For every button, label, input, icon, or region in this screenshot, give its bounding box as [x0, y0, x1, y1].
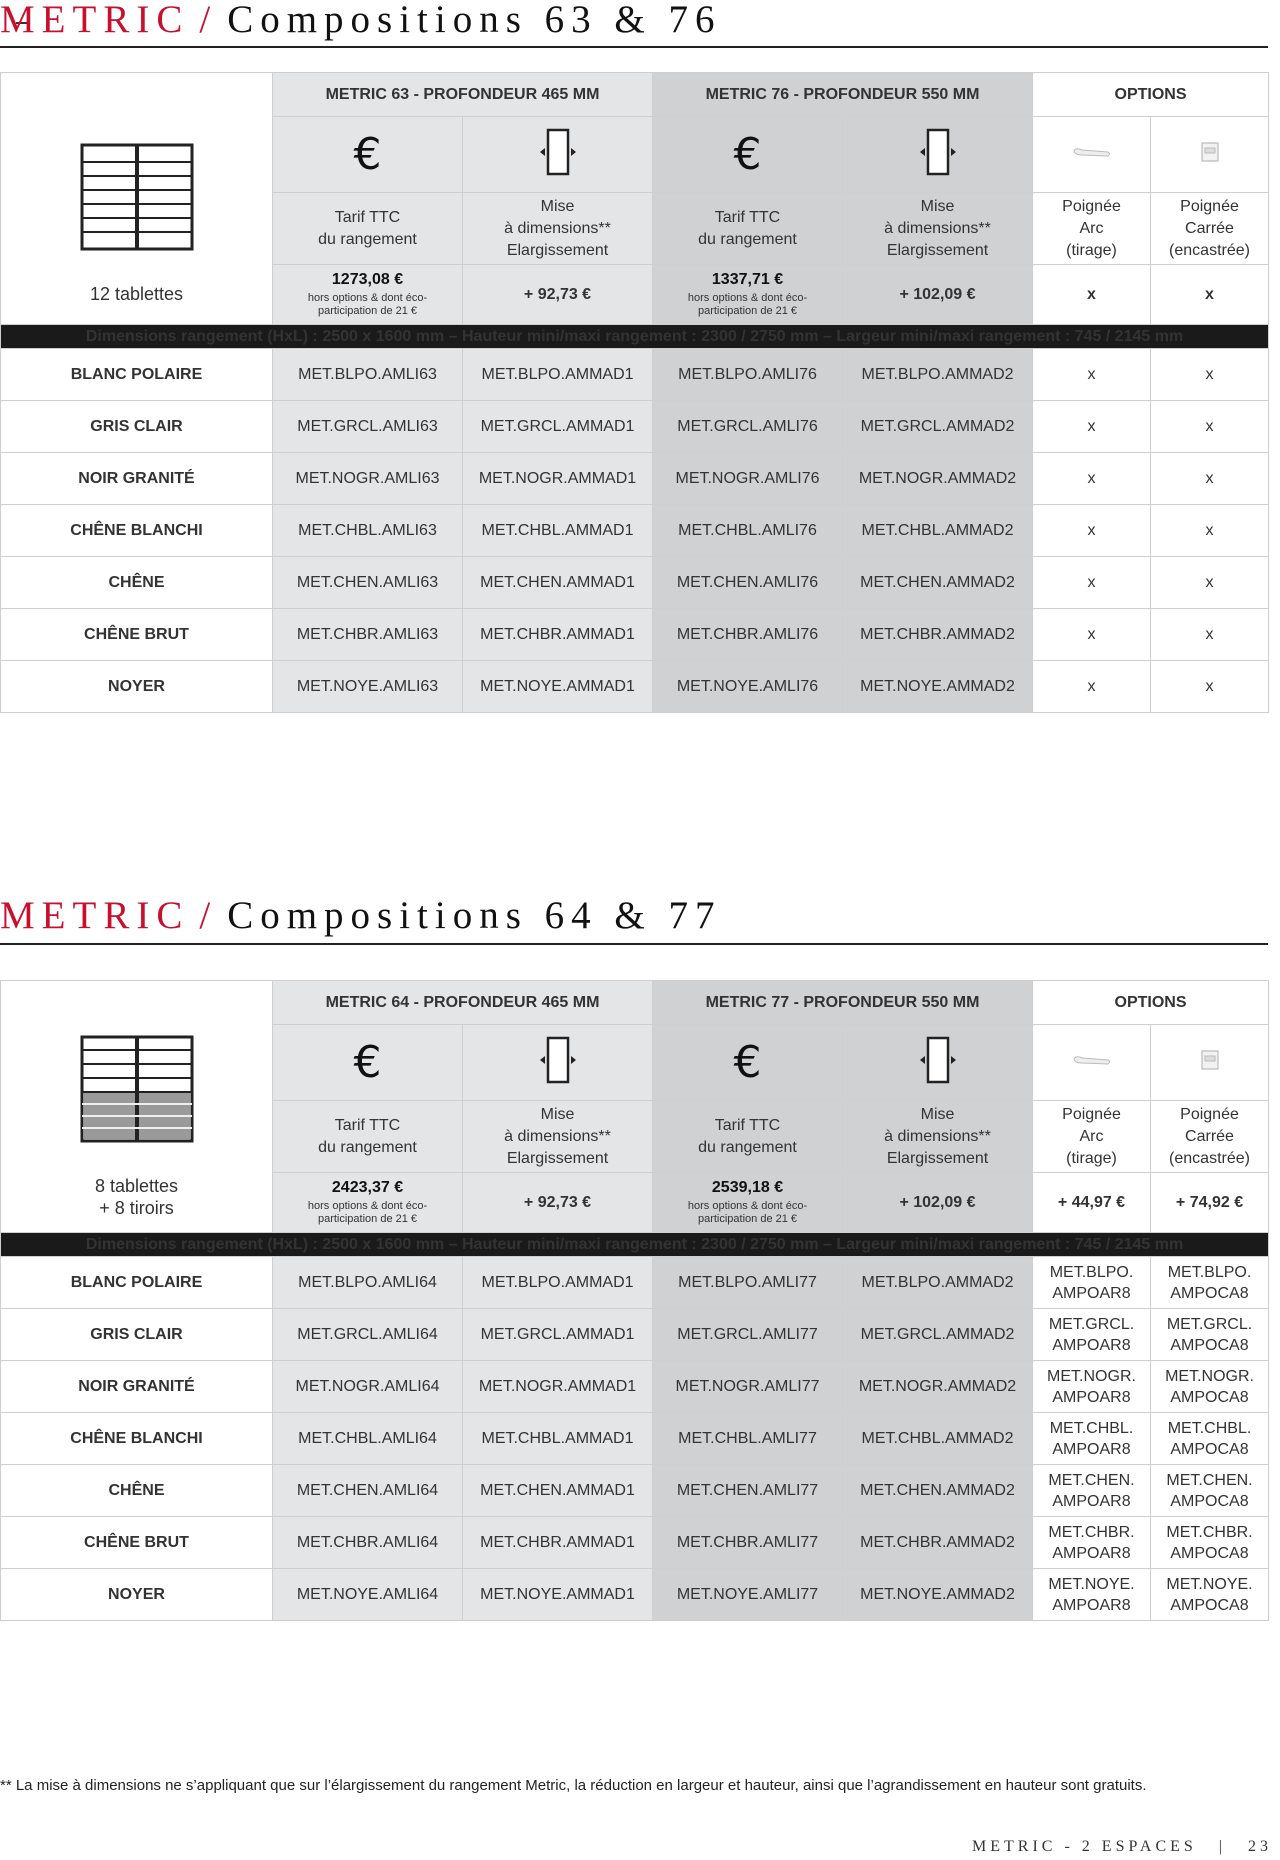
code-b: MET.CHEN.AMLI77	[653, 1465, 843, 1517]
title-separator: /	[199, 0, 218, 41]
arc-handle-icon	[1072, 145, 1112, 159]
price-icon-cell	[273, 117, 463, 193]
composition-label: 12 tablettes	[89, 284, 184, 304]
color-name: NOIR GRANITÉ	[1, 1361, 273, 1413]
code-a: MET.BLPO.AMLI64	[273, 1257, 463, 1309]
color-name: CHÊNE BLANCHI	[1, 1413, 273, 1465]
code-a: MET.CHBR.AMLI63	[273, 609, 463, 661]
code-a: MET.GRCL.AMLI63	[273, 401, 463, 453]
option-carree-code: x	[1151, 401, 1269, 453]
section-title-1	[0, 0, 721, 39]
group-a-header: METRIC 64 - PROFONDEUR 465 MM	[273, 981, 653, 1025]
page-number: 23	[1248, 1838, 1272, 1855]
code-a: MET.CHEN.AMLI63	[273, 557, 463, 609]
option-carree-code: x	[1151, 609, 1269, 661]
code-a-mise: MET.BLPO.AMMAD1	[463, 349, 653, 401]
code-b: MET.NOYE.AMLI77	[653, 1569, 843, 1621]
section-title-2	[0, 896, 721, 935]
price-icon-cell	[653, 1025, 843, 1101]
title-rule	[0, 46, 1268, 48]
code-a-mise: MET.CHBR.AMMAD1	[463, 1517, 653, 1569]
code-b: MET.CHEN.AMLI76	[653, 557, 843, 609]
code-b: MET.CHBR.AMLI77	[653, 1517, 843, 1569]
code-b-mise: MET.NOYE.AMMAD2	[843, 661, 1033, 713]
mise-label: Mise à dimensions** Elargissement	[463, 1101, 653, 1173]
resize-icon-cell	[463, 1025, 653, 1101]
option-arc-code: x	[1033, 609, 1151, 661]
code-a: MET.CHBL.AMLI63	[273, 505, 463, 557]
option-arc-code: MET.NOGR. AMPOAR8	[1033, 1361, 1151, 1413]
color-name: NOIR GRANITÉ	[1, 453, 273, 505]
code-a-mise: MET.NOGR.AMMAD1	[463, 453, 653, 505]
code-a-mise: MET.CHEN.AMMAD1	[463, 1465, 653, 1517]
resize-door-icon	[916, 1035, 960, 1085]
tarif-price: 1273,08 € hors options & dont éco- participation de 21 €	[273, 265, 463, 325]
euro-icon: €	[733, 128, 762, 180]
color-name: GRIS CLAIR	[1, 401, 273, 453]
carree-label: Poignée Carrée (encastrée)	[1151, 193, 1269, 265]
option-arc-code: x	[1033, 661, 1151, 713]
code-a: MET.CHBR.AMLI64	[273, 1517, 463, 1569]
mise-label: Mise à dimensions** Elargissement	[463, 193, 653, 265]
code-a: MET.NOGR.AMLI64	[273, 1361, 463, 1413]
title-brand: METRIC	[0, 894, 190, 937]
code-a-mise: MET.CHBR.AMMAD1	[463, 609, 653, 661]
arc-price: x	[1033, 265, 1151, 325]
color-name: GRIS CLAIR	[1, 1309, 273, 1361]
code-a-mise: MET.CHBL.AMMAD1	[463, 1413, 653, 1465]
options-header: OPTIONS	[1033, 73, 1269, 117]
code-a: MET.CHEN.AMLI64	[273, 1465, 463, 1517]
color-name: NOYER	[1, 661, 273, 713]
code-a: MET.GRCL.AMLI64	[273, 1309, 463, 1361]
price-table-2	[0, 980, 1269, 1621]
code-a-mise: MET.BLPO.AMMAD1	[463, 1257, 653, 1309]
table-row	[1, 1465, 1269, 1517]
code-a: MET.NOYE.AMLI63	[273, 661, 463, 713]
table-row	[1, 1361, 1269, 1413]
code-a: MET.CHBL.AMLI64	[273, 1413, 463, 1465]
composition-label: 8 tablettes + 8 tiroirs	[94, 1176, 179, 1218]
option-arc-code: x	[1033, 557, 1151, 609]
dimensions-bar: Dimensions rangement (HxL) : 2500 x 1600 mm – Hauteur mini/maxi rangement : 2300 / 2750 mm – Largeur mini/maxi rangement : 745 / 2145 mm	[1, 325, 1269, 349]
option-arc-code: x	[1033, 401, 1151, 453]
resize-door-icon	[916, 127, 960, 177]
option-carree-code: x	[1151, 557, 1269, 609]
title-rule	[0, 943, 1268, 945]
option-arc-code: x	[1033, 453, 1151, 505]
code-a: MET.NOYE.AMLI64	[273, 1569, 463, 1621]
arc-label: Poignée Arc (tirage)	[1033, 193, 1151, 265]
table-row	[1, 401, 1269, 453]
resize-icon-cell	[463, 117, 653, 193]
code-b: MET.GRCL.AMLI77	[653, 1309, 843, 1361]
option-carree-code: MET.CHEN. AMPOCA8	[1151, 1465, 1269, 1517]
option-carree-code: x	[1151, 349, 1269, 401]
table-row	[1, 661, 1269, 713]
mise-label: Mise à dimensions** Elargissement	[843, 193, 1033, 265]
option-arc-code: MET.CHBL. AMPOAR8	[1033, 1413, 1151, 1465]
table-row	[1, 505, 1269, 557]
table-row	[1, 1413, 1269, 1465]
table-row	[1, 1309, 1269, 1361]
color-name: NOYER	[1, 1569, 273, 1621]
option-carree-code: MET.NOGR. AMPOCA8	[1151, 1361, 1269, 1413]
color-name: CHÊNE BRUT	[1, 609, 273, 661]
code-b-mise: MET.NOGR.AMMAD2	[843, 1361, 1033, 1413]
arc-price: + 44,97 €	[1033, 1173, 1151, 1233]
price-icon-cell	[273, 1025, 463, 1101]
group-b-header: METRIC 77 - PROFONDEUR 550 MM	[653, 981, 1033, 1025]
option-arc-code: MET.CHBR. AMPOAR8	[1033, 1517, 1151, 1569]
code-b-mise: MET.CHBL.AMMAD2	[843, 1413, 1033, 1465]
code-b: MET.GRCL.AMLI76	[653, 401, 843, 453]
wardrobe-shelves-icon	[79, 142, 195, 252]
square-handle-icon-cell	[1151, 117, 1269, 193]
square-handle-icon	[1200, 1049, 1220, 1071]
option-arc-code: MET.GRCL. AMPOAR8	[1033, 1309, 1151, 1361]
footnote: ** La mise à dimensions ne s’appliquant que sur l’élargissement du rangement Metric, la réduction en largeur et hauteur, ainsi que l’agrandissement en hauteur sont gratuits.	[0, 1777, 1147, 1794]
code-a: MET.BLPO.AMLI63	[273, 349, 463, 401]
price-table-1	[0, 72, 1269, 713]
code-b: MET.NOGR.AMLI76	[653, 453, 843, 505]
table-row	[1, 609, 1269, 661]
options-header: OPTIONS	[1033, 981, 1269, 1025]
option-carree-code: MET.GRCL. AMPOCA8	[1151, 1309, 1269, 1361]
tarif-label: Tarif TTC du rangement	[653, 1101, 843, 1173]
resize-icon-cell	[843, 1025, 1033, 1101]
title-compositions: Compositions 63 & 76	[227, 0, 722, 41]
euro-icon: €	[353, 1036, 382, 1088]
arc-handle-icon-cell	[1033, 117, 1151, 193]
code-b-mise: MET.CHEN.AMMAD2	[843, 1465, 1033, 1517]
code-a-mise: MET.CHBL.AMMAD1	[463, 505, 653, 557]
table-row	[1, 557, 1269, 609]
resize-door-icon	[536, 1035, 580, 1085]
mise-label: Mise à dimensions** Elargissement	[843, 1101, 1033, 1173]
color-name: BLANC POLAIRE	[1, 1257, 273, 1309]
option-carree-code: MET.CHBL. AMPOCA8	[1151, 1413, 1269, 1465]
table-row	[1, 1517, 1269, 1569]
euro-icon: €	[353, 128, 382, 180]
option-arc-code: x	[1033, 505, 1151, 557]
arc-handle-icon	[1072, 1053, 1112, 1067]
code-a-mise: MET.NOYE.AMMAD1	[463, 1569, 653, 1621]
code-b: MET.CHBL.AMLI77	[653, 1413, 843, 1465]
option-carree-code: x	[1151, 661, 1269, 713]
table-row	[1, 349, 1269, 401]
color-name: CHÊNE	[1, 1465, 273, 1517]
title-brand: METRIC	[0, 0, 190, 41]
euro-icon: €	[733, 1036, 762, 1088]
composition-cell	[1, 981, 273, 1233]
option-carree-code: MET.BLPO. AMPOCA8	[1151, 1257, 1269, 1309]
table-row	[1, 1257, 1269, 1309]
option-arc-code: MET.BLPO. AMPOAR8	[1033, 1257, 1151, 1309]
square-handle-icon	[1200, 141, 1220, 163]
code-b-mise: MET.CHEN.AMMAD2	[843, 557, 1033, 609]
code-a: MET.NOGR.AMLI63	[273, 453, 463, 505]
color-name: CHÊNE BRUT	[1, 1517, 273, 1569]
resize-door-icon	[536, 127, 580, 177]
tarif-price: 2423,37 € hors options & dont éco- participation de 21 €	[273, 1173, 463, 1233]
option-carree-code: MET.CHBR. AMPOCA8	[1151, 1517, 1269, 1569]
code-b-mise: MET.GRCL.AMMAD2	[843, 1309, 1033, 1361]
code-a-mise: MET.CHEN.AMMAD1	[463, 557, 653, 609]
code-b-mise: MET.CHBR.AMMAD2	[843, 609, 1033, 661]
tarif-price: 2539,18 € hors options & dont éco- participation de 21 €	[653, 1173, 843, 1233]
option-arc-code: MET.CHEN. AMPOAR8	[1033, 1465, 1151, 1517]
code-b: MET.NOYE.AMLI76	[653, 661, 843, 713]
carree-label: Poignée Carrée (encastrée)	[1151, 1101, 1269, 1173]
dimensions-bar: Dimensions rangement (HxL) : 2500 x 1600 mm – Hauteur mini/maxi rangement : 2300 / 2750 mm – Largeur mini/maxi rangement : 745 / 2145 mm	[1, 1233, 1269, 1257]
arc-label: Poignée Arc (tirage)	[1033, 1101, 1151, 1173]
code-b: MET.BLPO.AMLI76	[653, 349, 843, 401]
mise-price: + 102,09 €	[843, 1173, 1033, 1233]
color-name: CHÊNE	[1, 557, 273, 609]
option-arc-code: MET.NOYE. AMPOAR8	[1033, 1569, 1151, 1621]
code-b-mise: MET.NOYE.AMMAD2	[843, 1569, 1033, 1621]
code-b: MET.CHBL.AMLI76	[653, 505, 843, 557]
group-a-header: METRIC 63 - PROFONDEUR 465 MM	[273, 73, 653, 117]
resize-icon-cell	[843, 117, 1033, 193]
tarif-label: Tarif TTC du rangement	[273, 193, 463, 265]
color-name: CHÊNE BLANCHI	[1, 505, 273, 557]
table-row	[1, 453, 1269, 505]
tarif-price: 1337,71 € hors options & dont éco- participation de 21 €	[653, 265, 843, 325]
code-b-mise: MET.NOGR.AMMAD2	[843, 453, 1033, 505]
page-footer	[972, 1838, 1272, 1856]
mise-price: + 92,73 €	[463, 1173, 653, 1233]
code-b-mise: MET.CHBL.AMMAD2	[843, 505, 1033, 557]
carree-price: + 74,92 €	[1151, 1173, 1269, 1233]
code-a-mise: MET.GRCL.AMMAD1	[463, 401, 653, 453]
code-b-mise: MET.BLPO.AMMAD2	[843, 1257, 1033, 1309]
option-carree-code: MET.NOYE. AMPOCA8	[1151, 1569, 1269, 1621]
price-icon-cell	[653, 117, 843, 193]
wardrobe-drawers-icon	[79, 1034, 195, 1144]
code-b-mise: MET.CHBR.AMMAD2	[843, 1517, 1033, 1569]
group-b-header: METRIC 76 - PROFONDEUR 550 MM	[653, 73, 1033, 117]
code-a-mise: MET.GRCL.AMMAD1	[463, 1309, 653, 1361]
code-b-mise: MET.BLPO.AMMAD2	[843, 349, 1033, 401]
option-carree-code: x	[1151, 453, 1269, 505]
carree-price: x	[1151, 265, 1269, 325]
code-b: MET.BLPO.AMLI77	[653, 1257, 843, 1309]
mise-price: + 102,09 €	[843, 265, 1033, 325]
mise-price: + 92,73 €	[463, 265, 653, 325]
footer-separator: |	[1218, 1838, 1226, 1855]
footer-text: METRIC - 2 ESPACES	[972, 1838, 1197, 1855]
table-row	[1, 1569, 1269, 1621]
title-separator: /	[199, 894, 218, 937]
tarif-label: Tarif TTC du rangement	[273, 1101, 463, 1173]
color-name: BLANC POLAIRE	[1, 349, 273, 401]
code-b: MET.NOGR.AMLI77	[653, 1361, 843, 1413]
option-arc-code: x	[1033, 349, 1151, 401]
code-b-mise: MET.GRCL.AMMAD2	[843, 401, 1033, 453]
code-a-mise: MET.NOGR.AMMAD1	[463, 1361, 653, 1413]
code-b: MET.CHBR.AMLI76	[653, 609, 843, 661]
tarif-label: Tarif TTC du rangement	[653, 193, 843, 265]
composition-cell	[1, 73, 273, 325]
code-a-mise: MET.NOYE.AMMAD1	[463, 661, 653, 713]
square-handle-icon-cell	[1151, 1025, 1269, 1101]
title-compositions: Compositions 64 & 77	[227, 894, 722, 937]
arc-handle-icon-cell	[1033, 1025, 1151, 1101]
option-carree-code: x	[1151, 505, 1269, 557]
